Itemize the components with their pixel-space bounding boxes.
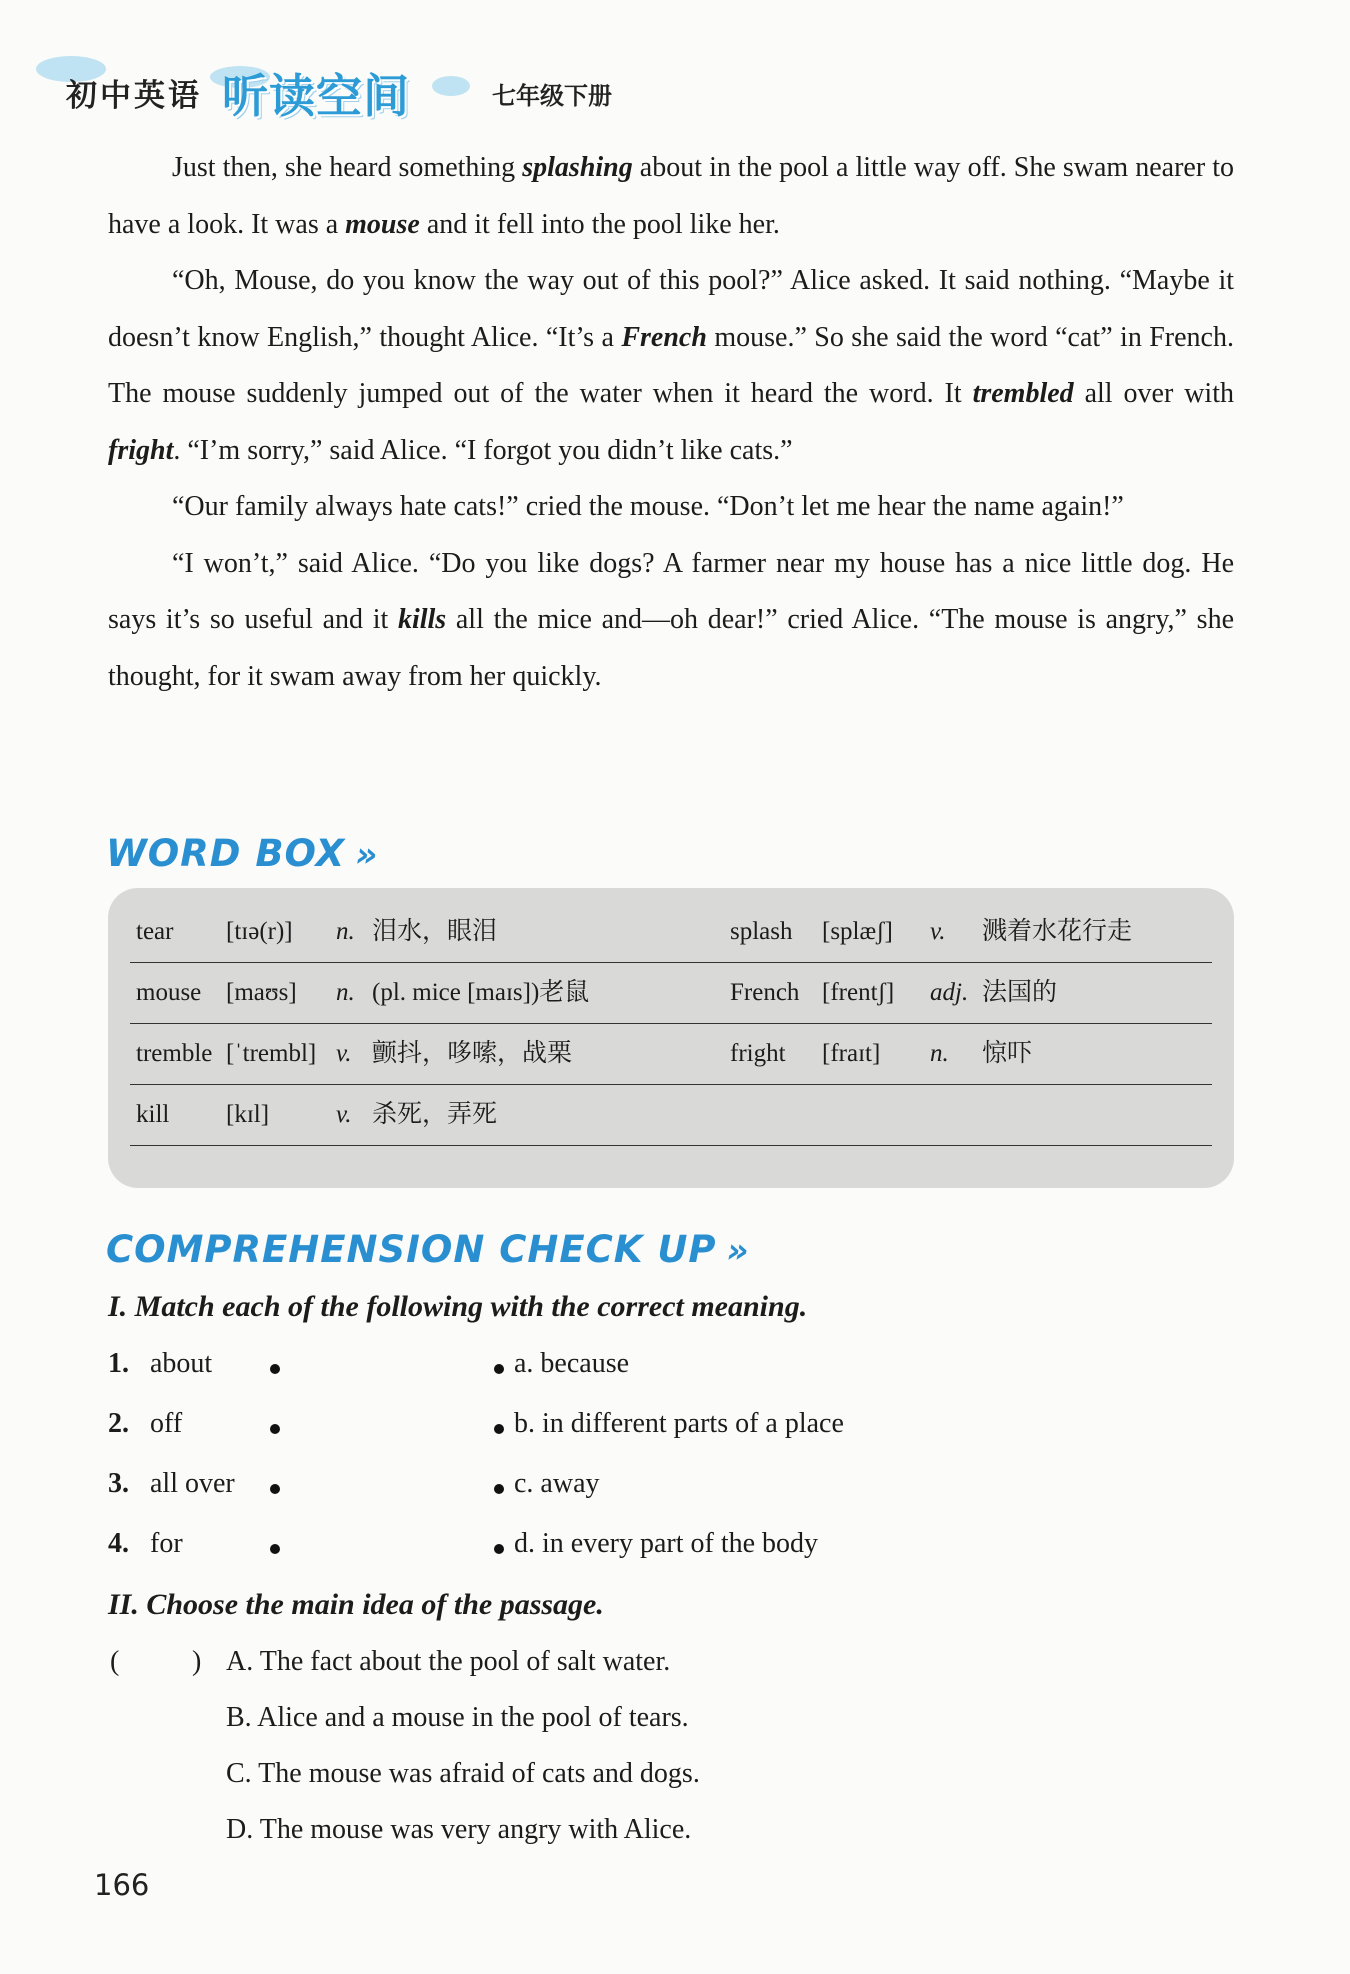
word-box-word: French — [730, 979, 800, 1006]
grade-label: 七年级下册 — [492, 82, 612, 110]
word-box-phonetic: [ˈtrembl] — [226, 1040, 317, 1067]
vocab-word: fright — [108, 434, 174, 466]
word-box-word: kill — [136, 1101, 170, 1128]
word-box-pos: n. — [336, 918, 355, 945]
answer-paren-open: ( — [110, 1646, 120, 1677]
word-box-word: splash — [730, 918, 793, 945]
part2-heading: II. Choose the main idea of the passage. — [108, 1588, 604, 1621]
word-box-word: fright — [730, 1040, 786, 1067]
cloud-decoration — [432, 76, 470, 96]
match-dot-left[interactable] — [270, 1484, 280, 1494]
match-number: 1. — [108, 1348, 129, 1379]
word-box-row — [130, 963, 1212, 1024]
match-term: for — [150, 1528, 183, 1559]
word-box-pos: n. — [930, 1040, 949, 1067]
match-item — [108, 1528, 908, 1578]
word-box-meaning: 法国的 — [982, 979, 1058, 1006]
vocab-word: kills — [397, 604, 447, 635]
answer-paren-close: ) — [192, 1646, 202, 1677]
page-number: 166 — [94, 1868, 150, 1902]
word-box-meaning: 颤抖，哆嗦，战栗 — [372, 1040, 573, 1067]
word-box-meaning: 溅着水花行走 — [982, 918, 1133, 945]
match-dot-left[interactable] — [270, 1544, 280, 1554]
double-chevron-icon: » — [355, 835, 379, 875]
match-item — [108, 1468, 908, 1518]
match-item — [108, 1348, 908, 1398]
series-title: 初中英语 — [66, 78, 202, 114]
word-box-row — [130, 902, 1212, 963]
vocab-word: splashing — [522, 152, 633, 183]
choice-option[interactable]: D. The mouse was very angry with Alice. — [226, 1814, 692, 1845]
word-box-word: mouse — [136, 979, 202, 1006]
match-term: about — [150, 1348, 213, 1379]
story-text — [108, 140, 1234, 705]
word-box-pos: v. — [336, 1040, 352, 1067]
match-dot-right[interactable] — [494, 1544, 504, 1554]
word-box-phonetic: [frentʃ] — [822, 979, 895, 1006]
choice-option[interactable]: C. The mouse was afraid of cats and dogs. — [226, 1758, 700, 1789]
word-box-phonetic: [splæʃ] — [822, 918, 893, 945]
match-dot-right[interactable] — [494, 1364, 504, 1374]
word-box-meaning: 杀死，弄死 — [372, 1101, 498, 1128]
word-box-word: tear — [136, 918, 174, 945]
part1-heading: I. Match each of the following with the correct meaning. — [108, 1290, 808, 1323]
match-term: off — [150, 1408, 183, 1439]
word-box-phonetic: [tɪə(r)] — [226, 918, 293, 945]
comprehension-title-text: COMPREHENSION CHECK UP — [106, 1228, 717, 1271]
comprehension-title — [106, 1228, 750, 1271]
word-box-meaning: 惊吓 — [982, 1040, 1033, 1067]
match-meaning: a. because — [514, 1348, 630, 1379]
match-dot-right[interactable] — [494, 1484, 504, 1494]
word-box-title-text: WORD BOX — [106, 832, 346, 875]
story-paragraph: Just then, she heard something splashing about in the pool a little way off. She swam nearer to have a look. It was a mouse and it fell into the pool like her. — [108, 152, 1234, 240]
word-box-meaning: (pl. mice [maɪs])老鼠 — [372, 979, 590, 1006]
match-meaning: c. away — [514, 1468, 600, 1499]
match-number: 3. — [108, 1468, 129, 1499]
word-box — [108, 888, 1234, 1188]
word-box-pos: adj. — [930, 979, 969, 1006]
match-item — [108, 1408, 908, 1458]
word-box-row — [130, 1024, 1212, 1085]
match-term: all over — [150, 1468, 235, 1499]
vocab-word: mouse — [345, 208, 420, 240]
word-box-word: tremble — [136, 1040, 213, 1067]
word-box-phonetic: [maʊs] — [226, 979, 297, 1006]
match-meaning: d. in every part of the body — [514, 1528, 819, 1559]
match-meaning: b. in different parts of a place — [514, 1408, 844, 1439]
match-dot-right[interactable] — [494, 1424, 504, 1434]
story-paragraph: “Oh, Mouse, do you know the way out of this pool?” Alice asked. It said nothing. “Maybe it doesn’t know English,” thought Alice. “It’s a French mouse.” So she said the word “cat” in French. The mouse suddenly jumped out of the water when it heard the word. It trembled all over with fright. “I’m sorry,” said Alice. “I forgot you didn’t like cats.” — [108, 265, 1234, 466]
choice-option[interactable]: B. Alice and a mouse in the pool of tears. — [226, 1702, 689, 1733]
vocab-word: trembled — [972, 378, 1074, 409]
word-box-pos: v. — [336, 1101, 352, 1128]
match-dot-left[interactable] — [270, 1424, 280, 1434]
story-paragraph: “Our family always hate cats!” cried the mouse. “Don’t let me hear the name again!” — [172, 491, 1124, 522]
word-box-phonetic: [fraɪt] — [822, 1040, 881, 1067]
word-box-phonetic: [kɪl] — [226, 1101, 270, 1128]
word-box-row — [130, 1085, 1212, 1146]
word-box-meaning: 泪水，眼泪 — [372, 918, 498, 945]
page-header — [60, 60, 760, 130]
match-number: 2. — [108, 1408, 129, 1439]
vocab-word: French — [621, 321, 707, 353]
choice-option[interactable]: A. The fact about the pool of salt water. — [226, 1646, 671, 1677]
brand-title: 听读空间 — [222, 69, 410, 123]
match-dot-left[interactable] — [270, 1364, 280, 1374]
story-paragraph: “I won’t,” said Alice. “Do you like dogs? A farmer near my house has a nice little dog. He says it’s so useful and it kills all the mice and—oh dear!” cried Alice. “The mouse is angry,” she thought, for it swam away from her quickly. — [108, 547, 1234, 692]
word-box-pos: n. — [336, 979, 355, 1006]
double-chevron-icon: » — [726, 1231, 750, 1271]
match-number: 4. — [108, 1528, 129, 1559]
word-box-title — [106, 832, 378, 875]
word-box-pos: v. — [930, 918, 946, 945]
